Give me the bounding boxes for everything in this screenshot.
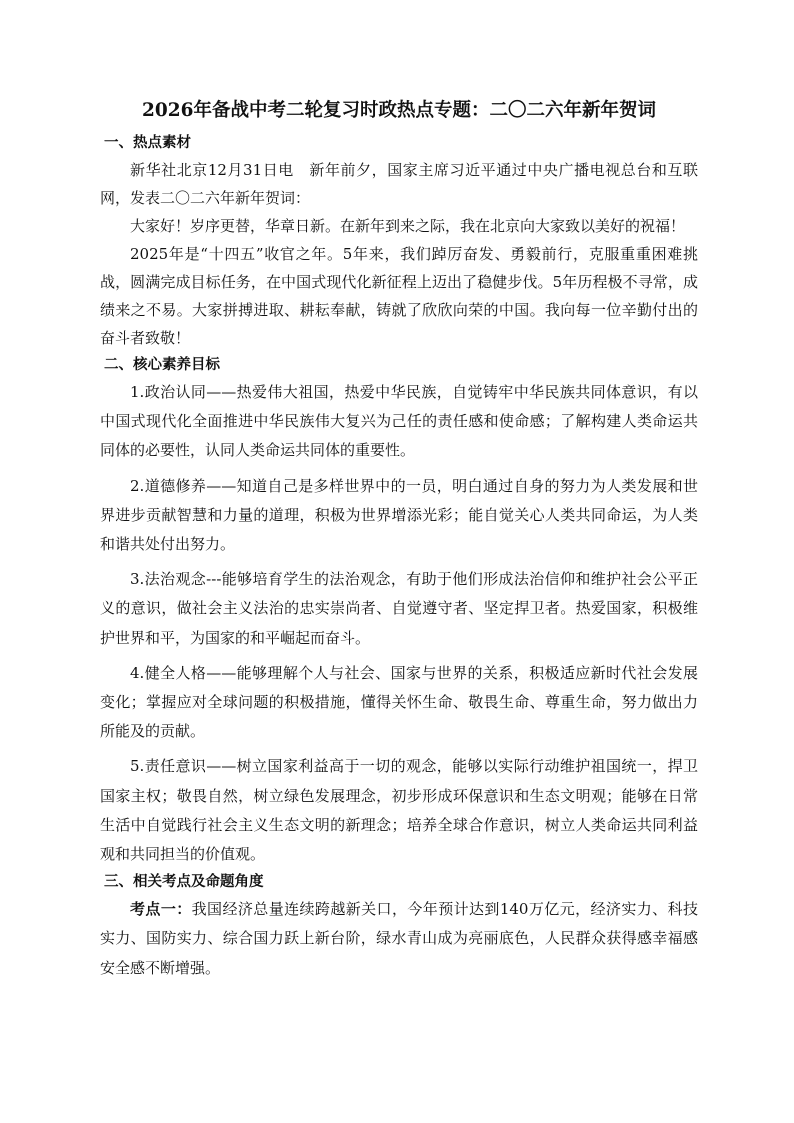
section-heading: 三、相关考点及命题角度 (104, 873, 264, 891)
paragraph: 5.责任意识——树立国家利益高于一切的观念，能够以实际行动维护祖国统一，捍卫国家主权；敬畏自然，树立绿色发展理念，初步形成环保意识和生态文明观；能够在日常生活中自觉践行社会主义生态文明的新理念；培养全球合作意识，树立人类命运共同利益观和共同担当的价值观。 (100, 757, 698, 864)
section-hot-material (100, 130, 698, 352)
paragraph (100, 895, 698, 983)
section-heading: 一、热点素材 (104, 134, 191, 151)
paragraph: 3.法治观念---能够培育学生的法治观念，有助于他们形成法治信仰和维护社会公平正义的意识，做社会主义法治的忠实崇尚者、自觉遵守者、坚定捍卫者。热爱国家，积极维护世界和平，为国家的和平崛起而奋斗。 (100, 570, 698, 647)
exam-point-text: 我国经济总量连续跨越新关口，今年预计达到140万亿元，经济实力、科技实力、国防实力、综合国力跃上新台阶，绿水青山成为亮丽底色，人民群众获得感幸福感安全感不断增强。 (100, 900, 698, 977)
section-exam-points (100, 869, 698, 983)
paragraph: 2.道德修养——知道自己是多样世界中的一员，明白通过自身的努力为人类发展和世界进步贡献智慧和力量的道理，积极为世界增添光彩；能自觉关心人类共同命运，为人类和谐共处付出努力。 (100, 476, 698, 554)
section-heading: 二、核心素养目标 (104, 356, 220, 373)
paragraph: 1.政治认同——热爱伟大祖国，热爱中华民族，自觉铸牢中华民族共同体意识，有以中国式现代化全面推进中华民族伟大复兴为己任的责任感和使命感；了解构建人类命运共同体的必要性，认同人类命运共同体的重要性。 (100, 383, 698, 460)
paragraph: 2025年是“十四五”收官之年。5年来，我们踔厉奋发、勇毅前行，克服重重困难挑战，圆满完成目标任务，在中国式现代化新征程上迈出了稳健步伐。5年历程极不寻常，成绩来之不易。大家拼搏进取、耕耘奉献，铸就了欣欣向荣的中国。我向每一位辛勤付出的奋斗者致敬！ (100, 245, 698, 347)
section-core-literacy-goals (100, 352, 698, 869)
paragraph: 4.健全人格——能够理解个人与社会、国家与世界的关系，积极适应新时代社会发展变化；掌握应对全球问题的积极措施，懂得关怀生命、敬畏生命、尊重生命，努力做出力所能及的贡献。 (100, 663, 698, 741)
paragraph: 新华社北京12月31日电 新年前夕，国家主席习近平通过中央广播电视总台和互联网，发表二〇二六年新年贺词： (100, 161, 698, 207)
paragraph: 大家好！岁序更替，华章日新。在新年到来之际，我在北京向大家致以美好的祝福！ (130, 217, 686, 235)
document-title: 2026年备战中考二轮复习时政热点专题：二〇二六年新年贺词 (142, 100, 656, 121)
exam-point-label: 考点一： (130, 900, 192, 919)
